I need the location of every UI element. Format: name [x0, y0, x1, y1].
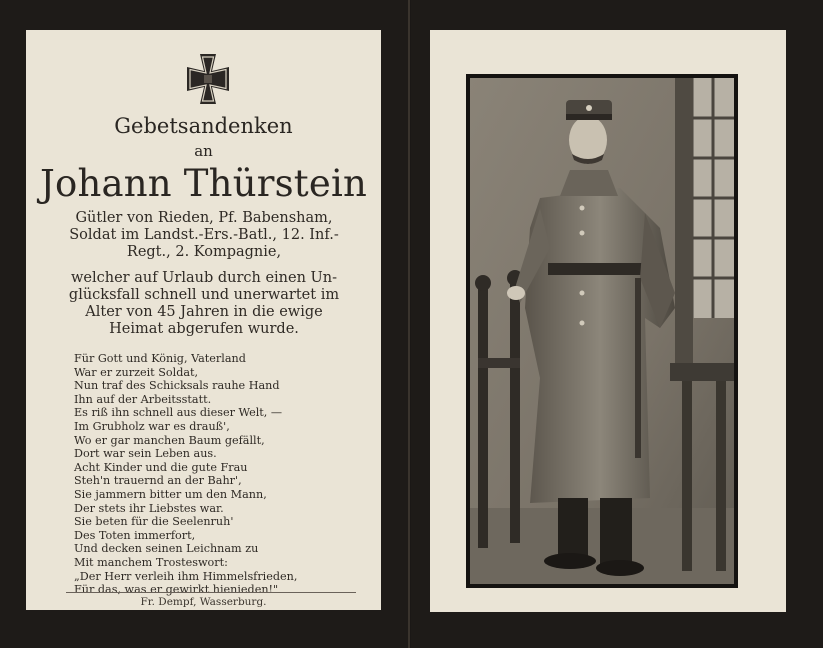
deceased-name: Johann Thürstein [39, 162, 368, 205]
poem-line: Mit manchem Trosteswort: [74, 555, 228, 569]
memorial-poem [74, 352, 374, 597]
poem-line: Sie beten für die Seelenruh' [74, 515, 234, 529]
photo-frame [466, 74, 738, 588]
description [48, 210, 360, 261]
poem-line: Im Grubholz war es drauß', [74, 419, 230, 433]
poem-line: Steh'n trauernd an der Bahr', [74, 474, 242, 488]
death-notice [48, 270, 360, 338]
poem-line: War er zurzeit Soldat, [74, 365, 199, 379]
right-panel [411, 0, 823, 648]
poem-line: Sie jammern bitter um den Mann, [74, 487, 267, 501]
poem-line: Ihn auf der Arbeitsstatt. [74, 392, 212, 406]
death-line: welcher auf Urlaub durch einen Un- [71, 270, 337, 286]
poem-line: Acht Kinder und die gute Frau [74, 460, 248, 474]
poem-line: Dort war sein Leben aus. [74, 447, 217, 461]
poem-line: Des Toten immerfort, [74, 528, 196, 542]
divider [66, 592, 356, 593]
preposition: an [194, 142, 213, 160]
description-line: Regt., 2. Kompagnie, [126, 244, 282, 260]
poem-line: Und decken seinen Leichnam zu [74, 542, 259, 556]
printer-credit: Fr. Dempf, Wasserburg. [140, 596, 267, 608]
poem-line: Für Gott und König, Vaterland [74, 352, 246, 365]
left-panel [0, 0, 410, 648]
photo-page [430, 30, 786, 612]
poem-line: Für das, was er gewirkt hienieden!" [74, 583, 279, 597]
poem-line: Es riß ihn schnell aus dieser Welt, — [74, 406, 283, 420]
soldier-portrait [470, 78, 734, 584]
description-line: Soldat im Landst.-Ers.-Batl., 12. Inf.- [69, 227, 339, 243]
heading: Gebetsandenken [114, 114, 293, 138]
poem-line: Wo er gar manchen Baum gefällt, [74, 433, 265, 447]
poem-line: „Der Herr verleih ihm Himmelsfrieden, [74, 569, 298, 583]
iron-cross-icon [181, 52, 235, 106]
text-page [26, 30, 381, 610]
death-line: Heimat abgerufen wurde. [109, 321, 299, 337]
poem-line: Der stets ihr Liebstes war. [74, 501, 224, 515]
death-line: Alter von 45 Jahren in die ewige [85, 304, 323, 320]
description-line: Gütler von Rieden, Pf. Babensham, [75, 210, 333, 226]
poem-line: Nun traf des Schicksals rauhe Hand [74, 379, 280, 393]
death-line: glücksfall schnell und unerwartet im [68, 287, 340, 303]
